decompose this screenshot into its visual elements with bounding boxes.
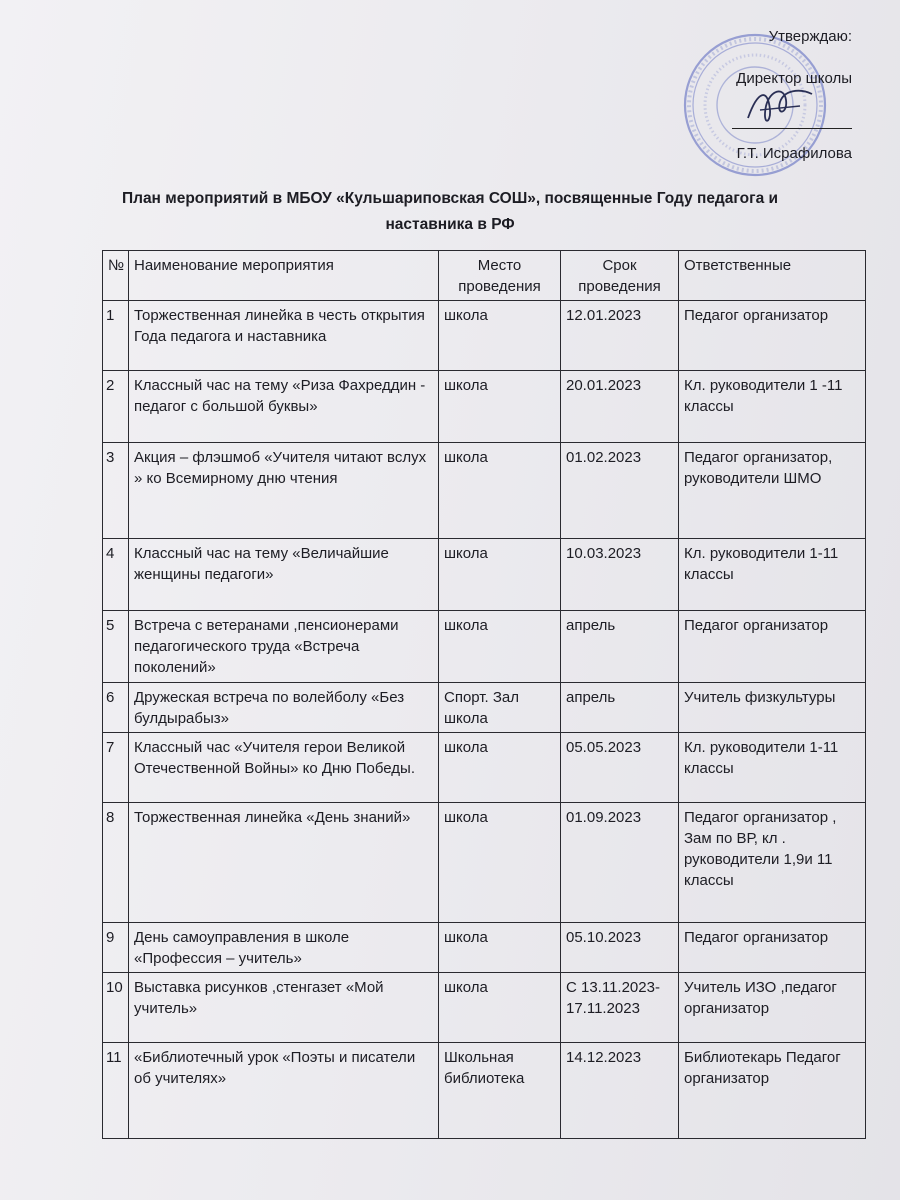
event-responsible: Педагог организатор, руководители ШМО xyxy=(679,443,866,539)
table-row xyxy=(103,803,866,923)
signature-line xyxy=(732,128,852,129)
event-name: Акция – флэшмоб «Учителя читают вслух » ко Всемирному дню чтения xyxy=(129,443,439,539)
event-date: 20.01.2023 xyxy=(561,371,679,443)
event-place: школа xyxy=(439,611,561,683)
event-date: 01.02.2023 xyxy=(561,443,679,539)
table-row xyxy=(103,371,866,443)
row-number: 9 xyxy=(103,923,129,973)
event-date: апрель xyxy=(561,611,679,683)
row-number: 1 xyxy=(103,301,129,371)
event-responsible: Учитель физкультуры xyxy=(679,683,866,733)
table-row xyxy=(103,973,866,1043)
table-row xyxy=(103,733,866,803)
event-responsible: Педагог организатор xyxy=(679,301,866,371)
event-responsible: Педагог организатор , Зам по ВР, кл . руководители 1,9и 11 классы xyxy=(679,803,866,923)
row-number: 7 xyxy=(103,733,129,803)
row-number: 2 xyxy=(103,371,129,443)
event-responsible: Библиотекарь Педагог организатор xyxy=(679,1043,866,1139)
event-name: Торжественная линейка в честь открытия Года педагога и наставника xyxy=(129,301,439,371)
header-responsible: Ответственные xyxy=(679,251,866,301)
event-date: апрель xyxy=(561,683,679,733)
row-number: 10 xyxy=(103,973,129,1043)
event-place: школа xyxy=(439,539,561,611)
table-row xyxy=(103,611,866,683)
event-name: Классный час на тему «Величайшие женщины педагоги» xyxy=(129,539,439,611)
event-name: Торжественная линейка «День знаний» xyxy=(129,803,439,923)
event-place: школа xyxy=(439,371,561,443)
event-date: С 13.11.2023-17.11.2023 xyxy=(561,973,679,1043)
row-number: 11 xyxy=(103,1043,129,1139)
event-responsible: Кл. руководители 1-11 классы xyxy=(679,539,866,611)
event-responsible: Педагог организатор xyxy=(679,611,866,683)
row-number: 8 xyxy=(103,803,129,923)
row-number: 6 xyxy=(103,683,129,733)
table-row xyxy=(103,301,866,371)
event-name: «Библиотечный урок «Поэты и писатели об учителях» xyxy=(129,1043,439,1139)
event-place: школа xyxy=(439,443,561,539)
table-header-row xyxy=(103,251,866,301)
director-position: Директор школы xyxy=(736,70,852,87)
event-date: 10.03.2023 xyxy=(561,539,679,611)
header-event-name: Наименование мероприятия xyxy=(129,251,439,301)
event-name: Классный час на тему «Риза Фахреддин - педагог с большой буквы» xyxy=(129,371,439,443)
header-number: № xyxy=(103,251,129,301)
table-row xyxy=(103,1043,866,1139)
table-row xyxy=(103,923,866,973)
approval-label: Утверждаю: xyxy=(768,28,852,45)
event-place: школа xyxy=(439,973,561,1043)
document-title: План мероприятий в МБОУ «Кульшариповская СОШ», посвященные Году педагога и наставника в РФ xyxy=(121,190,779,233)
row-number: 5 xyxy=(103,611,129,683)
event-responsible: Кл. руководители 1-11 классы xyxy=(679,733,866,803)
event-date: 01.09.2023 xyxy=(561,803,679,923)
event-date: 14.12.2023 xyxy=(561,1043,679,1139)
row-number: 3 xyxy=(103,443,129,539)
event-place: школа xyxy=(439,733,561,803)
event-responsible: Учитель ИЗО ,педагог организатор xyxy=(679,973,866,1043)
header-date: Срок проведения xyxy=(561,251,679,301)
event-place: школа xyxy=(439,923,561,973)
event-name: Встреча с ветеранами ,пенсионерами педагогического труда «Встреча поколений» xyxy=(129,611,439,683)
event-name: День самоуправления в школе «Профессия – учитель» xyxy=(129,923,439,973)
event-place: Школьная библиотека xyxy=(439,1043,561,1139)
row-number: 4 xyxy=(103,539,129,611)
event-place: школа xyxy=(439,301,561,371)
event-name: Выставка рисунков ,стенгазет «Мой учитель» xyxy=(129,973,439,1043)
events-table xyxy=(102,250,866,1139)
event-date: 05.10.2023 xyxy=(561,923,679,973)
event-place: Спорт. Зал школа xyxy=(439,683,561,733)
table-row xyxy=(103,683,866,733)
event-place: школа xyxy=(439,803,561,923)
event-name: Дружеская встреча по волейболу «Без булдырабыз» xyxy=(129,683,439,733)
approval-block xyxy=(672,26,852,165)
event-name: Классный час «Учителя герои Великой Отечественной Войны» ко Дню Победы. xyxy=(129,733,439,803)
event-responsible: Педагог организатор xyxy=(679,923,866,973)
table-row xyxy=(103,443,866,539)
table-row xyxy=(103,539,866,611)
header-place: Место проведения xyxy=(439,251,561,301)
event-responsible: Кл. руководители 1 -11 классы xyxy=(679,371,866,443)
event-date: 12.01.2023 xyxy=(561,301,679,371)
director-name: Г.Т. Исрафилова xyxy=(736,145,852,162)
event-date: 05.05.2023 xyxy=(561,733,679,803)
